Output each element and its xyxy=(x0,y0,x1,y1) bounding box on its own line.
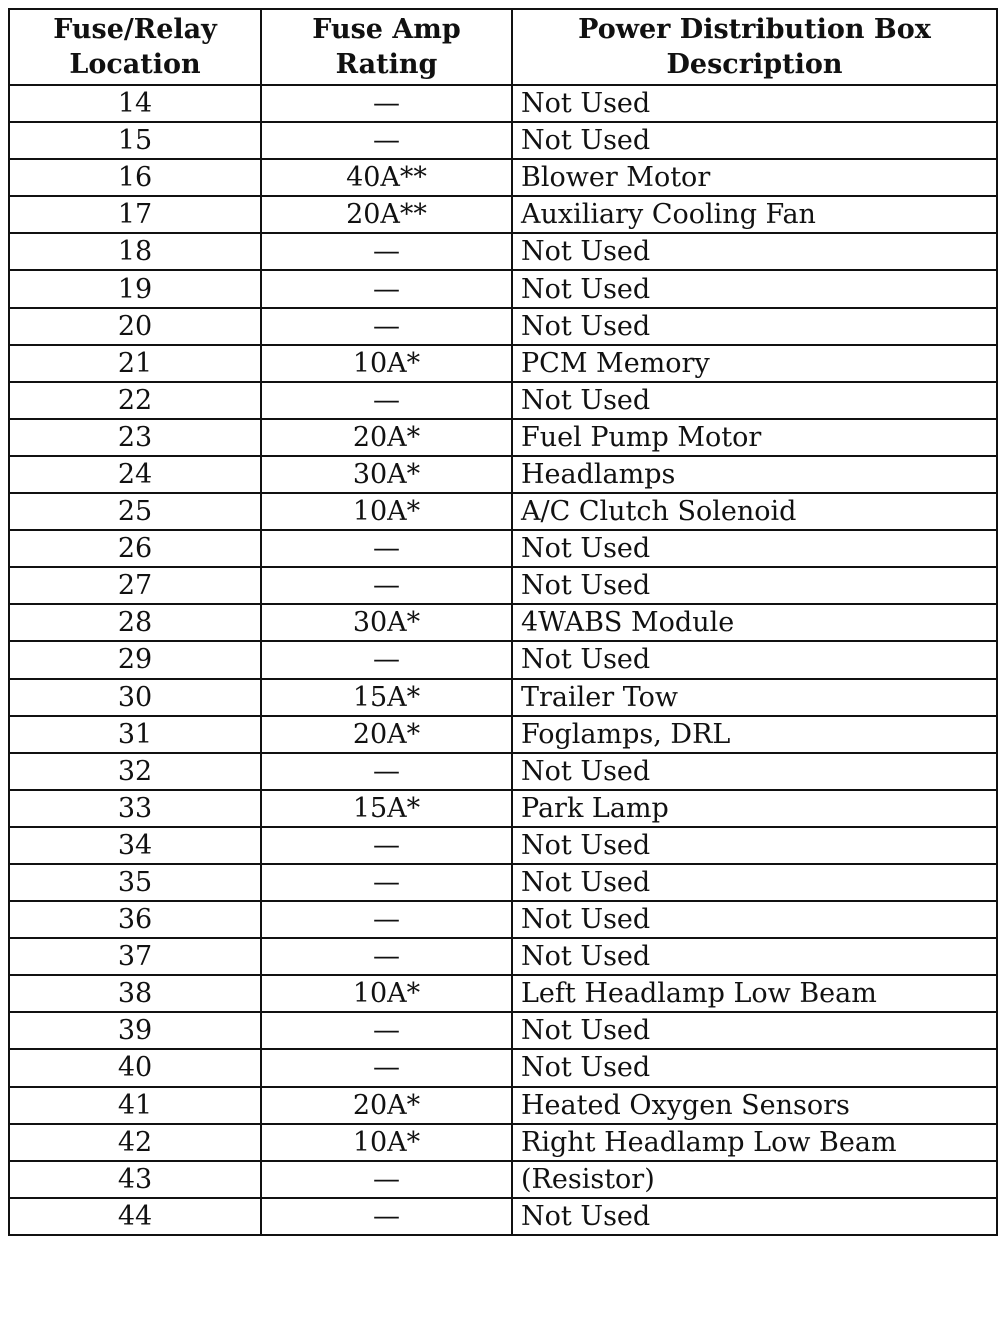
table-row xyxy=(9,345,997,382)
fuse-description-cell: Not Used xyxy=(512,233,997,270)
fuse-location-cell: 43 xyxy=(9,1161,261,1198)
table-row xyxy=(9,567,997,604)
fuse-amp-cell: — xyxy=(261,567,512,604)
table-row xyxy=(9,790,997,827)
fuse-amp-cell: 20A* xyxy=(261,419,512,456)
fuse-description-cell: Not Used xyxy=(512,382,997,419)
fuse-location-cell: 23 xyxy=(9,419,261,456)
fuse-location-cell: 32 xyxy=(9,753,261,790)
fuse-description-cell: Not Used xyxy=(512,938,997,975)
table-row xyxy=(9,159,997,196)
fuse-amp-cell: 15A* xyxy=(261,790,512,827)
fuse-amp-cell: 30A* xyxy=(261,456,512,493)
fuse-description-cell: Not Used xyxy=(512,1049,997,1086)
fuse-location-cell: 40 xyxy=(9,1049,261,1086)
fuse-amp-cell: — xyxy=(261,530,512,567)
fuse-description-cell: Not Used xyxy=(512,308,997,345)
fuse-location-cell: 44 xyxy=(9,1198,261,1235)
fuse-location-cell: 27 xyxy=(9,567,261,604)
table-row xyxy=(9,753,997,790)
fuse-location-cell: 33 xyxy=(9,790,261,827)
fuse-description-cell: Right Headlamp Low Beam xyxy=(512,1124,997,1161)
fuse-description-cell: Auxiliary Cooling Fan xyxy=(512,196,997,233)
table-row xyxy=(9,382,997,419)
fuse-amp-cell: — xyxy=(261,270,512,307)
table-row xyxy=(9,716,997,753)
table-row xyxy=(9,641,997,678)
table-row xyxy=(9,1087,997,1124)
header-location xyxy=(9,9,261,85)
header-amp-line1: Fuse Amp xyxy=(312,14,461,45)
fuse-amp-cell: 10A* xyxy=(261,345,512,382)
fuse-description-cell: Headlamps xyxy=(512,456,997,493)
fuse-description-cell: Not Used xyxy=(512,1012,997,1049)
table-body xyxy=(9,85,997,1235)
table-row xyxy=(9,122,997,159)
fuse-location-cell: 42 xyxy=(9,1124,261,1161)
table-row xyxy=(9,827,997,864)
fuse-description-cell: Not Used xyxy=(512,270,997,307)
fuse-amp-cell: 15A* xyxy=(261,679,512,716)
fuse-amp-cell: — xyxy=(261,901,512,938)
fuse-description-cell: Park Lamp xyxy=(512,790,997,827)
fuse-table xyxy=(8,8,998,1236)
fuse-location-cell: 34 xyxy=(9,827,261,864)
fuse-description-cell: Foglamps, DRL xyxy=(512,716,997,753)
table-row xyxy=(9,938,997,975)
fuse-amp-cell: — xyxy=(261,1198,512,1235)
table-row xyxy=(9,1049,997,1086)
fuse-description-cell: Not Used xyxy=(512,85,997,122)
fuse-location-cell: 22 xyxy=(9,382,261,419)
fuse-description-cell: Heated Oxygen Sensors xyxy=(512,1087,997,1124)
fuse-description-cell: Fuel Pump Motor xyxy=(512,419,997,456)
fuse-amp-cell: — xyxy=(261,938,512,975)
fuse-amp-cell: — xyxy=(261,1161,512,1198)
fuse-description-cell: Not Used xyxy=(512,1198,997,1235)
table-row xyxy=(9,975,997,1012)
fuse-location-cell: 41 xyxy=(9,1087,261,1124)
fuse-location-cell: 21 xyxy=(9,345,261,382)
fuse-location-cell: 38 xyxy=(9,975,261,1012)
table-row xyxy=(9,493,997,530)
fuse-amp-cell: 10A* xyxy=(261,493,512,530)
header-location-line2: Location xyxy=(69,49,201,80)
fuse-amp-cell: 20A** xyxy=(261,196,512,233)
header-row xyxy=(9,9,997,85)
fuse-amp-cell: — xyxy=(261,753,512,790)
fuse-description-cell: Trailer Tow xyxy=(512,679,997,716)
fuse-description-cell: Not Used xyxy=(512,122,997,159)
table-row xyxy=(9,85,997,122)
fuse-description-cell: Not Used xyxy=(512,827,997,864)
fuse-location-cell: 30 xyxy=(9,679,261,716)
table-row xyxy=(9,530,997,567)
fuse-location-cell: 26 xyxy=(9,530,261,567)
fuse-description-cell: Not Used xyxy=(512,641,997,678)
fuse-description-cell: Not Used xyxy=(512,753,997,790)
fuse-location-cell: 17 xyxy=(9,196,261,233)
fuse-location-cell: 19 xyxy=(9,270,261,307)
fuse-description-cell: Blower Motor xyxy=(512,159,997,196)
table-row xyxy=(9,233,997,270)
header-desc-line1: Power Distribution Box xyxy=(578,14,931,45)
fuse-location-cell: 28 xyxy=(9,604,261,641)
fuse-amp-cell: 20A* xyxy=(261,716,512,753)
table-row xyxy=(9,864,997,901)
fuse-location-cell: 14 xyxy=(9,85,261,122)
fuse-description-cell: Not Used xyxy=(512,567,997,604)
fuse-amp-cell: — xyxy=(261,827,512,864)
table-row xyxy=(9,1161,997,1198)
fuse-amp-cell: — xyxy=(261,233,512,270)
header-location-line1: Fuse/Relay xyxy=(53,14,217,45)
table-row xyxy=(9,419,997,456)
fuse-amp-cell: — xyxy=(261,1012,512,1049)
fuse-location-cell: 25 xyxy=(9,493,261,530)
fuse-description-cell: PCM Memory xyxy=(512,345,997,382)
fuse-amp-cell: — xyxy=(261,122,512,159)
table-row xyxy=(9,901,997,938)
fuse-amp-cell: 10A* xyxy=(261,1124,512,1161)
fuse-amp-cell: — xyxy=(261,1049,512,1086)
header-desc-line2: Description xyxy=(666,49,843,80)
fuse-amp-cell: 30A* xyxy=(261,604,512,641)
fuse-location-cell: 29 xyxy=(9,641,261,678)
table-row xyxy=(9,1198,997,1235)
header-description xyxy=(512,9,997,85)
fuse-location-cell: 24 xyxy=(9,456,261,493)
fuse-description-cell: Not Used xyxy=(512,901,997,938)
fuse-amp-cell: 20A* xyxy=(261,1087,512,1124)
fuse-location-cell: 18 xyxy=(9,233,261,270)
table-row xyxy=(9,270,997,307)
fuse-description-cell: Not Used xyxy=(512,530,997,567)
table-row xyxy=(9,1012,997,1049)
header-amp-line2: Rating xyxy=(335,49,438,80)
fuse-location-cell: 20 xyxy=(9,308,261,345)
table-row xyxy=(9,1124,997,1161)
fuse-location-cell: 35 xyxy=(9,864,261,901)
fuse-amp-cell: — xyxy=(261,308,512,345)
fuse-location-cell: 15 xyxy=(9,122,261,159)
table-row xyxy=(9,456,997,493)
fuse-description-cell: 4WABS Module xyxy=(512,604,997,641)
fuse-location-cell: 31 xyxy=(9,716,261,753)
table-row xyxy=(9,679,997,716)
fuse-amp-cell: 40A** xyxy=(261,159,512,196)
fuse-location-cell: 36 xyxy=(9,901,261,938)
table-header xyxy=(9,9,997,85)
fuse-description-cell: Not Used xyxy=(512,864,997,901)
fuse-location-cell: 37 xyxy=(9,938,261,975)
table-row xyxy=(9,196,997,233)
fuse-amp-cell: — xyxy=(261,641,512,678)
fuse-amp-cell: — xyxy=(261,85,512,122)
fuse-amp-cell: 10A* xyxy=(261,975,512,1012)
fuse-description-cell: (Resistor) xyxy=(512,1161,997,1198)
fuse-amp-cell: — xyxy=(261,864,512,901)
fuse-location-cell: 39 xyxy=(9,1012,261,1049)
table-row xyxy=(9,604,997,641)
fuse-description-cell: Left Headlamp Low Beam xyxy=(512,975,997,1012)
fuse-location-cell: 16 xyxy=(9,159,261,196)
header-amp-rating xyxy=(261,9,512,85)
fuse-description-cell: A/C Clutch Solenoid xyxy=(512,493,997,530)
table-row xyxy=(9,308,997,345)
fuse-amp-cell: — xyxy=(261,382,512,419)
